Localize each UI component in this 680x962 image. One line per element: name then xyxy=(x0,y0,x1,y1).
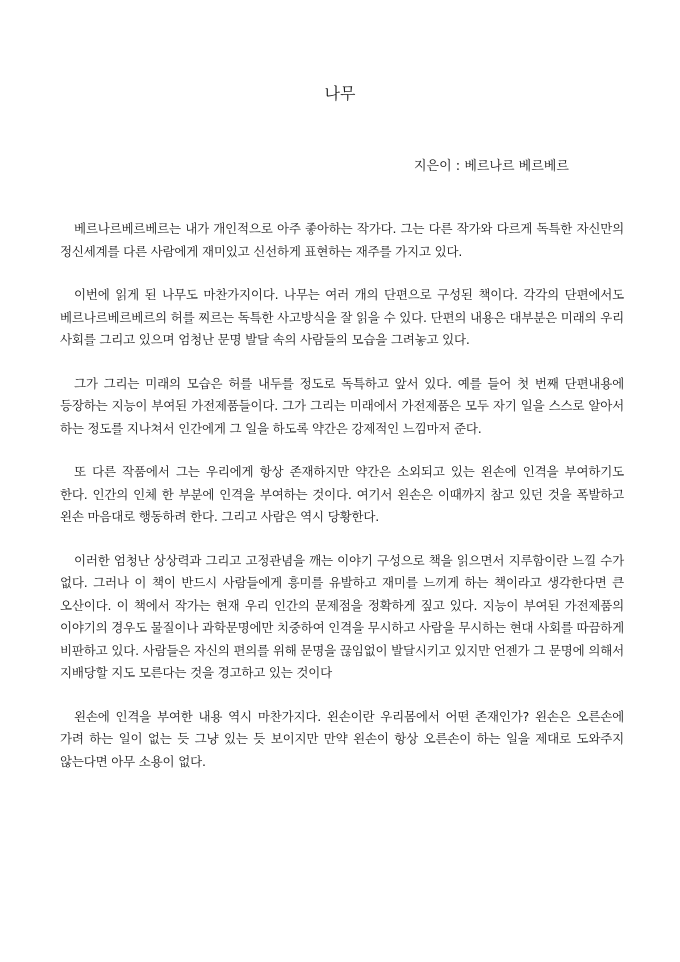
paragraph: 이번에 읽게 된 나무도 마찬가지이다. 나무는 여러 개의 단편으로 구성된 책이다. 각각의 단편에서도 베르나르베르베르의 허를 찌르는 독특한 사고방식을 잘 읽을 수 있다. 단편의 내용은 대부분은 미래의 우리 사회를 그리고 있으며 엄청난 문명 발달 속의 사람들의 모습을 그려놓고 있다. xyxy=(60,287,624,347)
document-body xyxy=(60,218,624,794)
paragraph: 이러한 엄청난 상상력과 그리고 고정관념을 깨는 이야기 구성으로 책을 읽으면서 지루함이란 느낄 수가 없다. 그러나 이 책이 반드시 사람들에게 흥미를 유발하고 재미를 느끼게 하는 책이라고 생각한다면 큰 오산이다. 이 책에서 작가는 현재 우리 인간의 문제점을 정확하게 짚고 있다. 지능이 부여된 가전제품의 이야기의 경우도 물질이나 과학문명에만 치중하여 인격을 무시하고 사람을 무시하는 현대 사회를 따끔하게 비판하고 있다. 사람들은 자신의 편의를 위해 문명을 끊임없이 발달시키고 있지만 언젠가 그 문명에 의해서 지배당할 지도 모른다는 것을 경고하고 있는 것이다 xyxy=(60,552,625,680)
document-title: 나무 xyxy=(324,84,356,103)
paragraph: 베르나르베르베르는 내가 개인적으로 아주 좋아하는 작가다. 그는 다른 작가와 다르게 독특한 자신만의 정신세계를 다른 사람에게 재미있고 신선하게 표현하는 재주를 가지고 있다. xyxy=(60,221,624,259)
author-line: 지은이 : 베르나르 베르베르 xyxy=(414,159,569,174)
paragraph: 그가 그리는 미래의 모습은 허를 내두를 정도로 독특하고 앞서 있다. 예를 들어 첫 번째 단편내용에 등장하는 지능이 부여된 가전제품들이다. 그가 그리는 미래에서 가전제품은 모두 자기 일을 스스로 알아서 하는 정도를 지나쳐서 인간에게 그 일을 하도록 약간은 강제적인 느낌마저 준다. xyxy=(60,375,624,436)
paragraph: 또 다른 작품에서 그는 우리에게 항상 존재하지만 약간은 소외되고 있는 왼손에 인격을 부여하기도 한다. 인간의 인체 한 부분에 인격을 부여하는 것이다. 여기서 왼손은 이때까지 참고 있던 것을 폭발하고 왼손 마음대로 행동하려 한다. 그리고 사람은 역시 당황한다. xyxy=(60,464,624,524)
paragraph: 왼손에 인격을 부여한 내용 역시 마찬가지다. 왼손이란 우리몸에서 어떤 존재인가? 왼손은 오른손에 가려 하는 일이 없는 듯 그냥 있는 듯 보이지만 만약 왼손이 항상 오른손이 하는 일을 제대로 도와주지 않는다면 아무 소용이 없다. xyxy=(60,708,624,769)
